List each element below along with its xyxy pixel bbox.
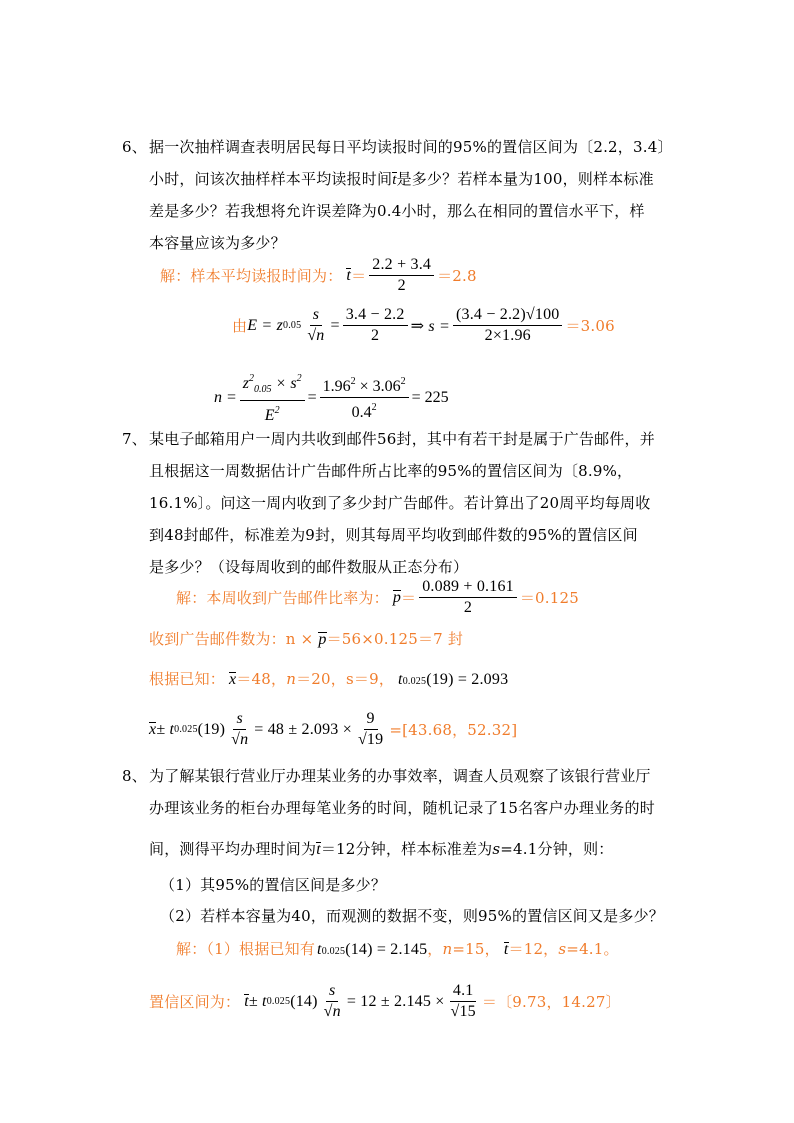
q6-sol3-num2-sup: 2 xyxy=(350,376,356,387)
q6-sol2-frac-s xyxy=(304,306,327,345)
q8-sol2-den: 15 xyxy=(459,1003,476,1020)
q7-sol3-t-rest: (19) = 2.093 xyxy=(426,671,509,688)
q6-sol2-num1: 3.4 − 2.2 xyxy=(343,306,408,326)
q8-line3c: =4.1分钟，则： xyxy=(500,840,614,858)
q8-line3b: ＝12分钟，样本标准差为 xyxy=(320,840,493,858)
q7-sol4-sub: 0.025 xyxy=(174,724,198,735)
q7-sol1-label: 解：本周收到广告邮件比率为： xyxy=(176,589,389,607)
q8-sol1-rest-c: ＝12， xyxy=(508,940,559,958)
q6-text-line2a: 小时，问该次抽样样本平均读报时间 xyxy=(149,170,393,188)
q7-sol2-b: ＝56×0.125＝7 封 xyxy=(326,630,464,648)
q6-sol2-den1: 2 xyxy=(371,327,380,344)
q6-sol1-label: 解：样本平均读报时间为： xyxy=(160,267,343,285)
q6-sol3-frac1 xyxy=(240,370,305,425)
q7-sol4-frac xyxy=(355,710,386,749)
q7-sol4-frac-s xyxy=(228,710,251,749)
q6-sol2-result: ＝3.06 xyxy=(565,317,615,335)
q7-sol4-n: n xyxy=(240,731,249,748)
q8-sol2-frac-s xyxy=(321,982,344,1021)
q7-sol3-vals: ＝48， xyxy=(236,670,287,688)
q7-sol4-pm: ± t xyxy=(156,720,175,738)
q6-sol3-num1-sup: 2 xyxy=(249,373,255,384)
q6-sol3-num2-sup2: 2 xyxy=(400,376,406,387)
q6-solution-sd xyxy=(232,306,615,345)
q6-text-line3: 差是多少？若我想将允许误差降为0.4小时，那么在相同的置信水平下，样 xyxy=(149,202,645,220)
q8-text-line1: 为了解某银行营业厅办理某业务的办事效率，调查人员观察了该银行营业厅 xyxy=(149,767,651,785)
q6-sol3-den1: E xyxy=(264,407,275,424)
q6-sol3-num1-sup2: 2 xyxy=(296,373,302,384)
q6-sol3-n: n = xyxy=(214,388,237,406)
q8-sol1-t-rest: (14) = 2.145 xyxy=(345,941,428,958)
q7-sol4-num: 9 xyxy=(364,710,378,730)
q6-sol3-result: = 225 xyxy=(411,388,449,406)
q6-sol2-sqrt-n: √n xyxy=(307,327,325,344)
q6-sol3-den2-wrap xyxy=(349,398,380,422)
q7-text-line5: 是多少？（设每周收到的邮件数服从正态分布） xyxy=(149,558,469,576)
q6-sol1-den: 2 xyxy=(397,277,406,294)
q8-solution-given xyxy=(176,938,619,959)
q6-sol1-eq: ＝ xyxy=(351,267,367,285)
q7-text-line3: 16.1%〕。问这一周内收到了多少封广告邮件。若计算出了20周平均每周收 xyxy=(149,494,651,512)
q6-sol2-sub: 0.05 xyxy=(283,320,302,331)
q6-text-line1: 据一次抽样调查表明居民每日平均读报时间的95%的置信区间为〔2.2，3.4〕 xyxy=(149,138,673,156)
q8-sol1-rest-b: =15， xyxy=(452,940,500,958)
q6-sol3-den1-wrap xyxy=(262,401,283,425)
q8-sol2-s: s xyxy=(326,982,338,1002)
q7-sol1-fraction xyxy=(419,578,517,617)
q7-solution-interval xyxy=(149,710,517,749)
q6-sol2-den2: 2×1.96 xyxy=(484,327,531,344)
q8-sol2-den-wrap: √15 xyxy=(450,1003,476,1020)
q6-sol2-frac1 xyxy=(343,306,408,345)
q7-sol4-s: s xyxy=(233,710,245,730)
q6-sol3-num1-sub: 0.05 xyxy=(254,384,272,395)
q6-sol3-den2-sup: 2 xyxy=(371,402,377,413)
q7-sol1-num: 0.089 + 0.161 xyxy=(419,578,517,598)
q6-solution-mean xyxy=(160,256,477,295)
q7-sol3-vals2: ＝20，s＝9， xyxy=(296,670,395,688)
q7-sol1-pbar: p xyxy=(392,589,402,606)
q8-sol2-frac xyxy=(447,982,478,1021)
q6-sol3-num1: z xyxy=(242,375,250,392)
q6-sol1-num: 2.2 + 3.4 xyxy=(369,256,434,276)
q6-sol3-num2-mid: × 3.06 xyxy=(355,378,401,395)
q7-sol3-xbar: x xyxy=(229,671,237,688)
q8-line3-s: s xyxy=(492,840,501,858)
q6-sol1-tbar: t xyxy=(346,267,352,284)
q7-text-line2: 且根据这一周数据估计广告邮件所占比率的95%的置信区间为〔8.9%， xyxy=(149,462,633,480)
q7-solution-given xyxy=(149,668,508,689)
q6-text-line4: 本容量应该为多少？ xyxy=(149,234,286,252)
q8-sol2-label: 置信区间为： xyxy=(149,993,241,1011)
q7-sol1-result: ＝0.125 xyxy=(519,589,579,607)
q7-sol4-result: =[43.68，52.32] xyxy=(389,721,518,739)
q7-sol4-den-wrap: √19 xyxy=(357,731,384,748)
q8-sol2-result: ＝〔9.73，14.27〕 xyxy=(481,993,621,1011)
q6-sol2-E: E = z xyxy=(247,316,283,334)
q8-solution-interval xyxy=(149,982,621,1021)
q6-text-line2 xyxy=(149,168,654,189)
q7-sol4-eq: = 48 ± 2.093 × xyxy=(254,720,352,738)
q8-sol1-tsub: 0.025 xyxy=(321,946,346,957)
q6-sol2-prefix: 由 xyxy=(232,317,248,335)
q7-sol1-eq: ＝ xyxy=(401,589,417,607)
q7-sol3-label: 根据已知： xyxy=(149,670,226,688)
q8-sol2-mid: (14) xyxy=(290,992,318,1010)
q7-sol2-a: 收到广告邮件数为：n × xyxy=(149,630,314,648)
q8-line3a: 间，测得平均办理时间为 xyxy=(149,840,317,858)
q6-sol2-n: n xyxy=(316,327,325,344)
q6-sol3-num2-wrap xyxy=(320,373,409,398)
q6-sol2-num2-root: 100 xyxy=(534,306,560,323)
q6-sol3-den2: 0.4 xyxy=(351,404,372,421)
q8-sol2-n: n xyxy=(332,1003,341,1020)
q6-sol2-eq1: = xyxy=(330,316,340,334)
q6-sol3-den1-sup: 2 xyxy=(274,405,280,416)
q8-sol2-eq: = 12 ± 2.145 × xyxy=(346,992,445,1010)
q6-sol2-frac2 xyxy=(453,306,562,345)
q6-sol3-eq: = xyxy=(307,388,317,406)
q6-text-line2b: 是多少？若样本量为100，则样本标准 xyxy=(396,170,654,188)
q7-sol1-den: 2 xyxy=(463,599,473,616)
q6-sol3-num1-wrap xyxy=(240,370,305,401)
q7-sol3-tsub: 0.025 xyxy=(402,676,427,687)
q8-sol1-rest-a: ， xyxy=(427,940,443,958)
q7-sol2-pbar: p xyxy=(318,631,327,648)
q8-sol1-n: n xyxy=(442,940,453,958)
q6-sol3-num2: 1.96 xyxy=(322,378,351,395)
q7-text-line1: 某电子邮箱用户一周内共收到邮件56封，其中有若干封是属于广告邮件，并 xyxy=(149,430,655,448)
q6-tbar-symbol: t xyxy=(392,172,397,188)
q8-sol1-tbar: t xyxy=(503,941,509,958)
q8-sol1-label: 解：（1）根据已知有 xyxy=(176,940,316,958)
q8-sol2-sub: 0.025 xyxy=(266,996,291,1007)
q7-sol4-sqrt-n: √n xyxy=(231,731,249,748)
q6-sol3-num1-rest: × s xyxy=(271,375,297,392)
q8-number: 8、 xyxy=(122,767,147,785)
q7-sol4-den: 19 xyxy=(366,731,384,748)
q8-sol2-num: 4.1 xyxy=(450,982,477,1002)
q7-sol3-t: t xyxy=(398,671,403,688)
q8-subquestion-1: （1）其95%的置信区间是多少？ xyxy=(160,876,387,894)
q6-solution-samplesize xyxy=(214,370,449,425)
q6-sol2-arrow: ⇒ s = xyxy=(410,317,450,335)
q8-text-line2: 办理该业务的柜台办理每笔业务的时间，随机记录了15名客户办理业务的时 xyxy=(149,799,655,817)
q8-sol2-sqrt-n: √n xyxy=(323,1003,341,1020)
q7-number: 7、 xyxy=(122,430,147,448)
q7-solution-count xyxy=(149,628,463,649)
q6-sol3-frac2 xyxy=(320,373,409,422)
q8-sol1-s: s xyxy=(558,940,567,958)
q8-subquestion-2: （2）若样本容量为40，而观测的数据不变，则95%的置信区间又是多少？ xyxy=(160,907,664,925)
q8-sol1-rest-d: =4.1。 xyxy=(566,940,619,958)
q6-sol2-num2: (3.4 − 2.2) xyxy=(456,306,526,323)
q6-number: 6、 xyxy=(122,138,147,156)
q8-sol2-tbar: t xyxy=(244,993,249,1010)
q6-sol1-fraction xyxy=(369,256,434,295)
q7-sol4-mid: (19) xyxy=(197,720,226,738)
q6-sol2-num2-wrap: (3.4 − 2.2)√100 xyxy=(453,306,562,326)
q8-text-line3 xyxy=(149,838,614,859)
q8-sol2-pm: ± t xyxy=(248,992,267,1010)
q6-sol1-result: ＝2.8 xyxy=(437,267,477,285)
q6-sol2-s: s xyxy=(310,306,322,326)
q7-text-line4: 到48封邮件，标准差为9封，则其每周平均收到邮件数的95%的置信区间 xyxy=(149,526,638,544)
q8-line3-tbar: t xyxy=(316,841,321,858)
q7-sol4-xbar: x xyxy=(149,721,157,738)
q7-sol3-n: n xyxy=(286,670,297,688)
q8-sol1-t: t xyxy=(317,941,322,958)
q7-solution-ratio xyxy=(176,578,579,617)
